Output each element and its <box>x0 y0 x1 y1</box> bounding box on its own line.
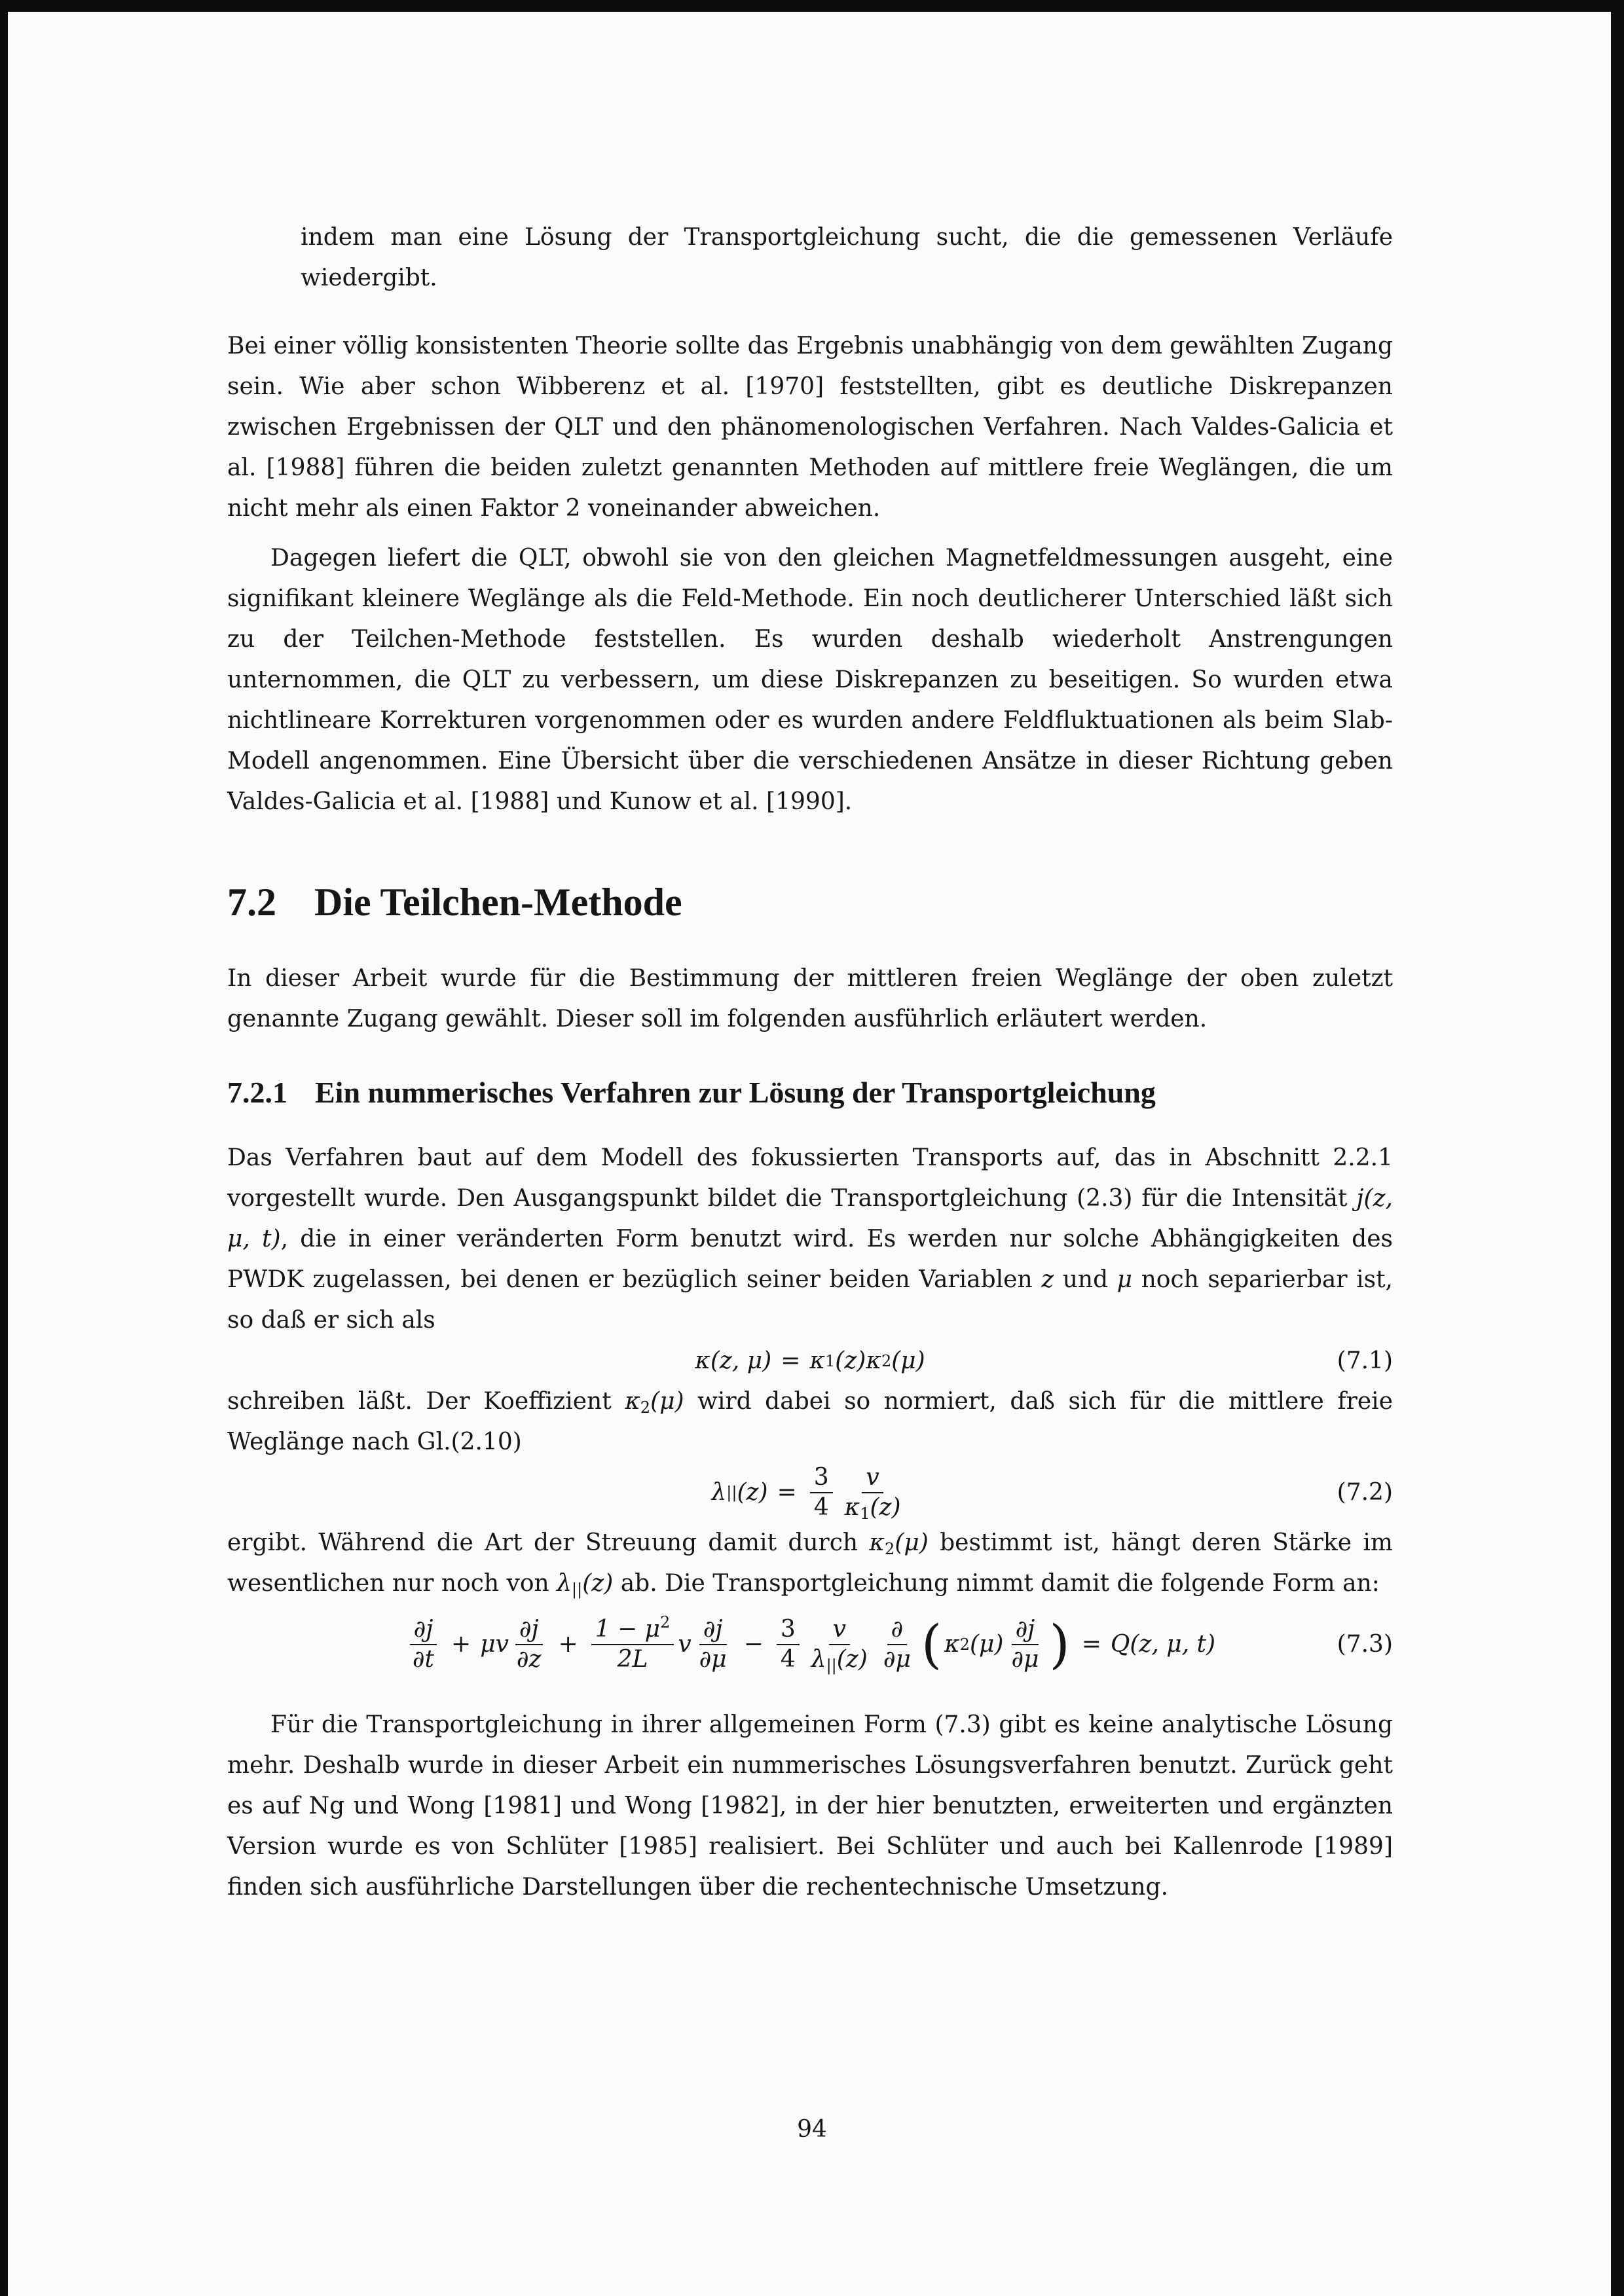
paragraph-consistency: Bei einer völlig konsistenten Theorie sollte das Ergebnis unabhängig von dem gewählten Zugang sein. Wie aber schon Wibberenz et al. [1970] feststellten, gibt es deutliche Diskrepanzen zwischen Ergebnissen der QLT und den phänomenologischen Verfahren. Nach Valdes-Galicia et al. [1988] führen die beiden zuletzt genannten Methoden auf mittlere freie Weglängen, die um nicht mehr als einen Faktor 2 voneinander abweichen. <box>227 333 1393 522</box>
paragraph-normalization: schreiben läßt. Der Koeffizient $\kappa_2(\mu)$ wird dabei so normiert, daß sich für die mittlere freie Weglänge nach Gl.(2.10) <box>227 1388 1393 1455</box>
symbol-z: z <box>1041 1266 1054 1293</box>
equation-number: (7.2) <box>1337 1479 1393 1506</box>
paragraph-approach: In dieser Arbeit wurde für die Bestimmung der mittleren freien Weglänge der oben zuletzt genannte Zugang gewählt. Dieser soll im folgenden ausführlich erläutert werden. <box>227 965 1393 1032</box>
equation-7-3: $\frac{\partial j}{\partial t}$ + μv $\frac{\partial j}{\partial z}$ + $\frac{1 - \mu^2}{2L}$ v $\frac{\partial j}{\partial\mu}$ − $\frac{3}{4}$ $\frac{v}{\lambda_{||}(z)}$ $\frac{\partial}{\partial\mu}$ ( κ 2 (μ) $\frac{\partial j}{\partial\mu}$ ) = Q(z, μ, t) (7.3) <box>227 1604 1393 1685</box>
equation-number: (7.1) <box>1337 1347 1393 1374</box>
paragraph-continuation: indem man eine Lösung der Transportgleichung sucht, die die gemessenen Verläufe wiedergibt. <box>301 224 1393 291</box>
symbol-intensity: j(z, μ, t) <box>227 1185 1393 1252</box>
page-content <box>227 217 1393 1908</box>
paragraph-scattering: ergibt. Während die Art der Streuung damit durch $\kappa_2(\mu)$ bestimmt ist, hängt deren Stärke im wesentlichen nur noch von $\lambda_{||}(z)$ ab. Die Transportgleichung nimmt damit die folgende Form an: <box>227 1529 1393 1599</box>
paragraph-method: Das Verfahren baut auf dem Modell des fokussierten Transports auf, das in Abschnitt 2.2.1 vorgestellt wurde. Den Ausgangspunkt bildet die Transportgleichung (2.3) für die Intensität j(z, μ, t), die in einer veränderten Form benutzt wird. Es werden nur solche Abhängigkeiten des PWDK zugelassen, bei denen er bezüglich seiner beiden Variablen z und μ noch separierbar ist, so daß er sich als <box>227 1144 1393 1334</box>
subsection-heading <box>227 1070 1393 1116</box>
equation-7-1: κ(z, μ) = κ 1 (z) κ 2 (μ) (7.1) <box>227 1341 1393 1381</box>
paragraph-qlt-discrepancy: Dagegen liefert die QLT, obwohl sie von den gleichen Magnetfeldmessungen ausgeht, eine signifikant kleinere Weglänge als die Feld-Methode. Ein noch deutlicherer Unterschied läßt sich zu der Teilchen-Methode feststellen. Es wurden deshalb wiederholt Anstrengungen unternommen, die QLT zu verbessern, um diese Diskrepanzen zu beseitigen. So wurden etwa nichtlineare Korrekturen vorgenommen oder es wurden andere Feldfluktuationen als beim Slab-Modell angenommen. Eine Übersicht über die verschiedenen Ansätze in dieser Richtung geben Valdes-Galicia et al. [1988] und Kunow et al. [1990]. <box>227 545 1393 815</box>
subsection-title: Ein nummerisches Verfahren zur Lösung der Transportgleichung <box>315 1076 1156 1109</box>
equation-7-2: λ || (z) = $\frac{3}{4}$ $\frac{v}{\kappa_1(z)}$ (7.2) <box>711 1464 1393 1523</box>
section-title: Die Teilchen-Methode <box>314 881 682 924</box>
equation-number: (7.3) <box>1337 1631 1393 1658</box>
page-number: 94 <box>797 2116 827 2143</box>
paragraph-numerical: Für die Transportgleichung in ihrer allgemeinen Form (7.3) gibt es keine analytische Lösung mehr. Deshalb wurde in dieser Arbeit ein nummerisches Lösungsverfahren benutzt. Zurück geht es auf Ng und Wong [1981] und Wong [1982], in der hier benutzten, erweiterten und ergänzten Version wurde es von Schlüter [1985] realisiert. Bei Schlüter und auch bei Kallenrode [1989] finden sich ausführliche Darstellungen über die rechentechnische Umsetzung. <box>227 1711 1393 1901</box>
subsection-number: 7.2.1 <box>227 1076 287 1109</box>
page-sheet <box>8 12 1611 2296</box>
section-number: 7.2 <box>227 881 276 924</box>
symbol-mu: μ <box>1116 1266 1133 1293</box>
section-heading <box>227 876 1393 928</box>
